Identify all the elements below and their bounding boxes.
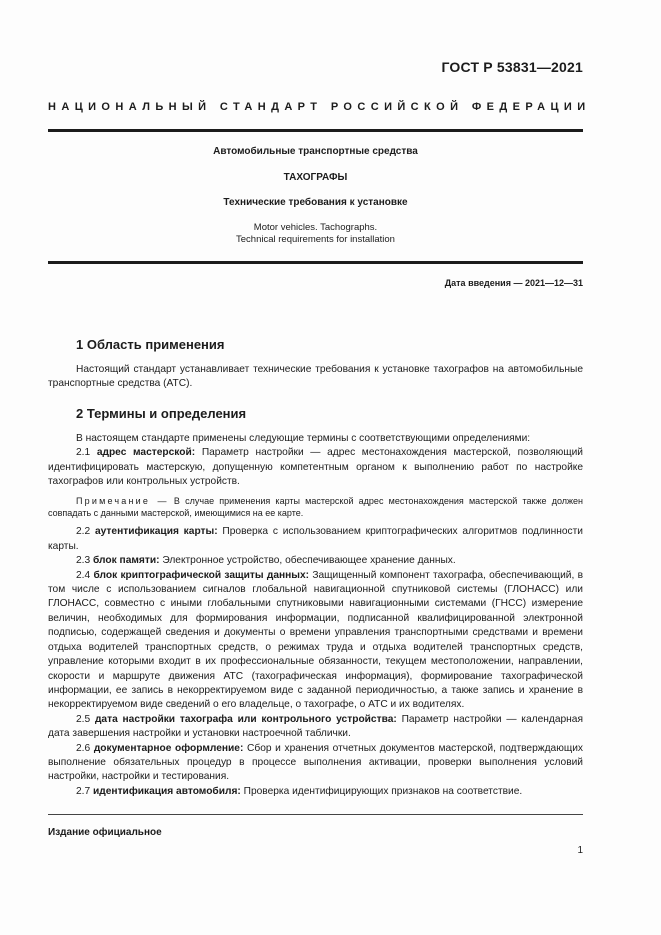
- note-label: Примечание —: [76, 496, 169, 507]
- national-standard-banner: НАЦИОНАЛЬНЫЙ СТАНДАРТ РОССИЙСКОЙ ФЕДЕРАЦИИ: [48, 101, 591, 113]
- term-2-7-definition: Проверка идентифицирующих признаков на соответствие.: [243, 785, 523, 797]
- title-line-2: ТАХОГРАФЫ: [283, 172, 348, 183]
- introduction-date: Дата введения — 2021—12—31: [444, 278, 583, 288]
- term-2-3-definition: Электронное устройство, обеспечивающее хранение данных.: [162, 555, 456, 567]
- term-2-5-definition: Параметр настройки — календарная дата завершения настройки и установки настроечной таблички.: [48, 713, 583, 740]
- footer-rule: [48, 814, 583, 815]
- title-line-1: Автомобильные транспортные средства: [213, 146, 418, 157]
- document-body: [48, 336, 583, 799]
- term-2-5-name: дата настройки тахографа или контрольного устройства:: [94, 713, 397, 725]
- term-2-3-name: блок памяти:: [93, 555, 160, 567]
- publication-label: Издание официальное: [48, 827, 162, 838]
- section-2-heading: 2 Термины и определения: [76, 405, 247, 421]
- term-2-1-definition: Параметр настройки — адрес местонахождения мастерской, позволяющий идентифицировать мастерскую, допущенную компетентным органом к выполнению работ по настройке тахографов или контрольных устройств.: [48, 447, 583, 488]
- note: [48, 495, 583, 519]
- standard-number: ГОСТ Р 53831—2021: [441, 59, 583, 75]
- term-2-7-name: идентификация автомобиля:: [93, 785, 241, 797]
- note-text: В случае применения карты мастерской адрес местонахождения мастерской также должен совпадать с данными мастерской, имеющимися на ее карте.: [48, 496, 583, 519]
- title-line-3: Технические требования к установке: [223, 197, 408, 208]
- term-2-7: 2.7 идентификация автомобиля: Проверка идентифицирующих признаков на соответствие.: [76, 785, 523, 797]
- term-2-6: 2.6 документарное оформление: Сбор и хранения отчетных документов мастерской, подтверждающих выполнение обязательных процедур в процессе выполнения активации, проверки выполнения условий настройки, настройки и тестирования.: [48, 742, 583, 783]
- term-2-2-definition: Проверка с использованием криптографических алгоритмов подлинности карты.: [48, 526, 583, 552]
- term-2-6-name: документарное оформление:: [93, 742, 244, 754]
- term-2-3: 2.3 блок памяти: Электронное устройство, обеспечивающее хранение данных.: [76, 555, 456, 567]
- term-2-4: 2.4 блок криптографической защиты данных: Защищенный компонент тахографа, обеспечивающий, в том числе с использованием сигналов глобальной навигационной спутниковой системы (ГЛОНАСС) или ГЛОНАСС, совместно с иными глобальными спутниковыми навигационными системами (ГНСС) измерение величин, необходимых для формирования информации, подписанной квалифицированной электронной подписью, содержащей сведения и документы о времени управления транспортными средствами и времени отдыха водителей транспортных средств, о режимах труда и отдыха водителей транспортных средств, управление которыми входит в их профессиональные обязанности, текущем местоположении, направлении, скорости и маршруте движения АТС (тахографическая информация), формирование тахографической информации, ее запись в некорректируемом виде с заданной периодичностью, а также запись и хранение в некорректируемом виде сведений о его владельце, о тахографе, о АТС и их водителях.: [48, 569, 583, 711]
- page-number: 1: [577, 845, 583, 856]
- term-2-1-name: адрес мастерской:: [96, 447, 196, 459]
- term-2-2: 2.2 аутентификация карты: Проверка с использованием криптографических алгоритмов подлинности карты.: [48, 526, 583, 552]
- term-2-4-definition: Защищенный компонент тахографа, обеспечивающий, в том числе с использованием сигналов глобальной навигационной спутниковой системы (ГЛОНАСС) или ГЛОНАСС, совместно с иными глобальными спутниковыми навигационными системами (ГНСС) измерение величин, необходимых для формирования информации, подписанной квалифицированной электронной подписью, содержащей сведения и документы о времени управления транспортными средствами и времени отдыха водителей транспортных средств, о режимах труда и отдыха водителей транспортных средств, управление которыми входит в их профессиональные обязанности, текущем местоположении, направлении, скорости и маршруте движения АТС (тахографическая информация), формирование тахографической информации, ее запись в некорректируемом виде с заданной периодичностью, а также запись и хранение в некорректируемом виде сведений о его владельце, о тахографе, о АТС и их водителях.: [48, 569, 583, 711]
- section-1-heading: 1 Область применения: [76, 337, 225, 352]
- section-1-text: Настоящий стандарт устанавливает технические требования к установке тахографов на автомобильные транспортные средства (АТС).: [48, 364, 583, 390]
- english-title: [48, 222, 583, 246]
- term-2-4-name: блок криптографической защиты данных:: [93, 569, 310, 581]
- term-2-2-name: аутентификация карты:: [94, 526, 218, 538]
- top-rule: [48, 129, 583, 132]
- english-title-line-1: Motor vehicles. Tachographs.: [253, 222, 378, 233]
- term-2-5: 2.5 дата настройки тахографа или контрольного устройства: Параметр настройки — календарная дата завершения настройки и установки настроечной таблички.: [48, 713, 583, 740]
- section-2-intro: В настоящем стандарте применены следующие термины с соответствующими определениями:: [76, 432, 531, 444]
- english-title-line-2: Technical requirements for installation: [236, 234, 395, 245]
- term-2-6-definition: Сбор и хранения отчетных документов мастерской, подтверждающих выполнение обязательных процедур в процессе выполнения активации, проверки выполнения условий настройки, настройки и тестирования.: [48, 742, 583, 783]
- term-2-1: 2.1 адрес мастерской: Параметр настройки — адрес местонахождения мастерской, позволяющий идентифицировать мастерскую, допущенную компетентным органом к выполнению работ по настройке тахографов или контрольных устройств.: [48, 447, 583, 488]
- middle-rule: [48, 261, 583, 264]
